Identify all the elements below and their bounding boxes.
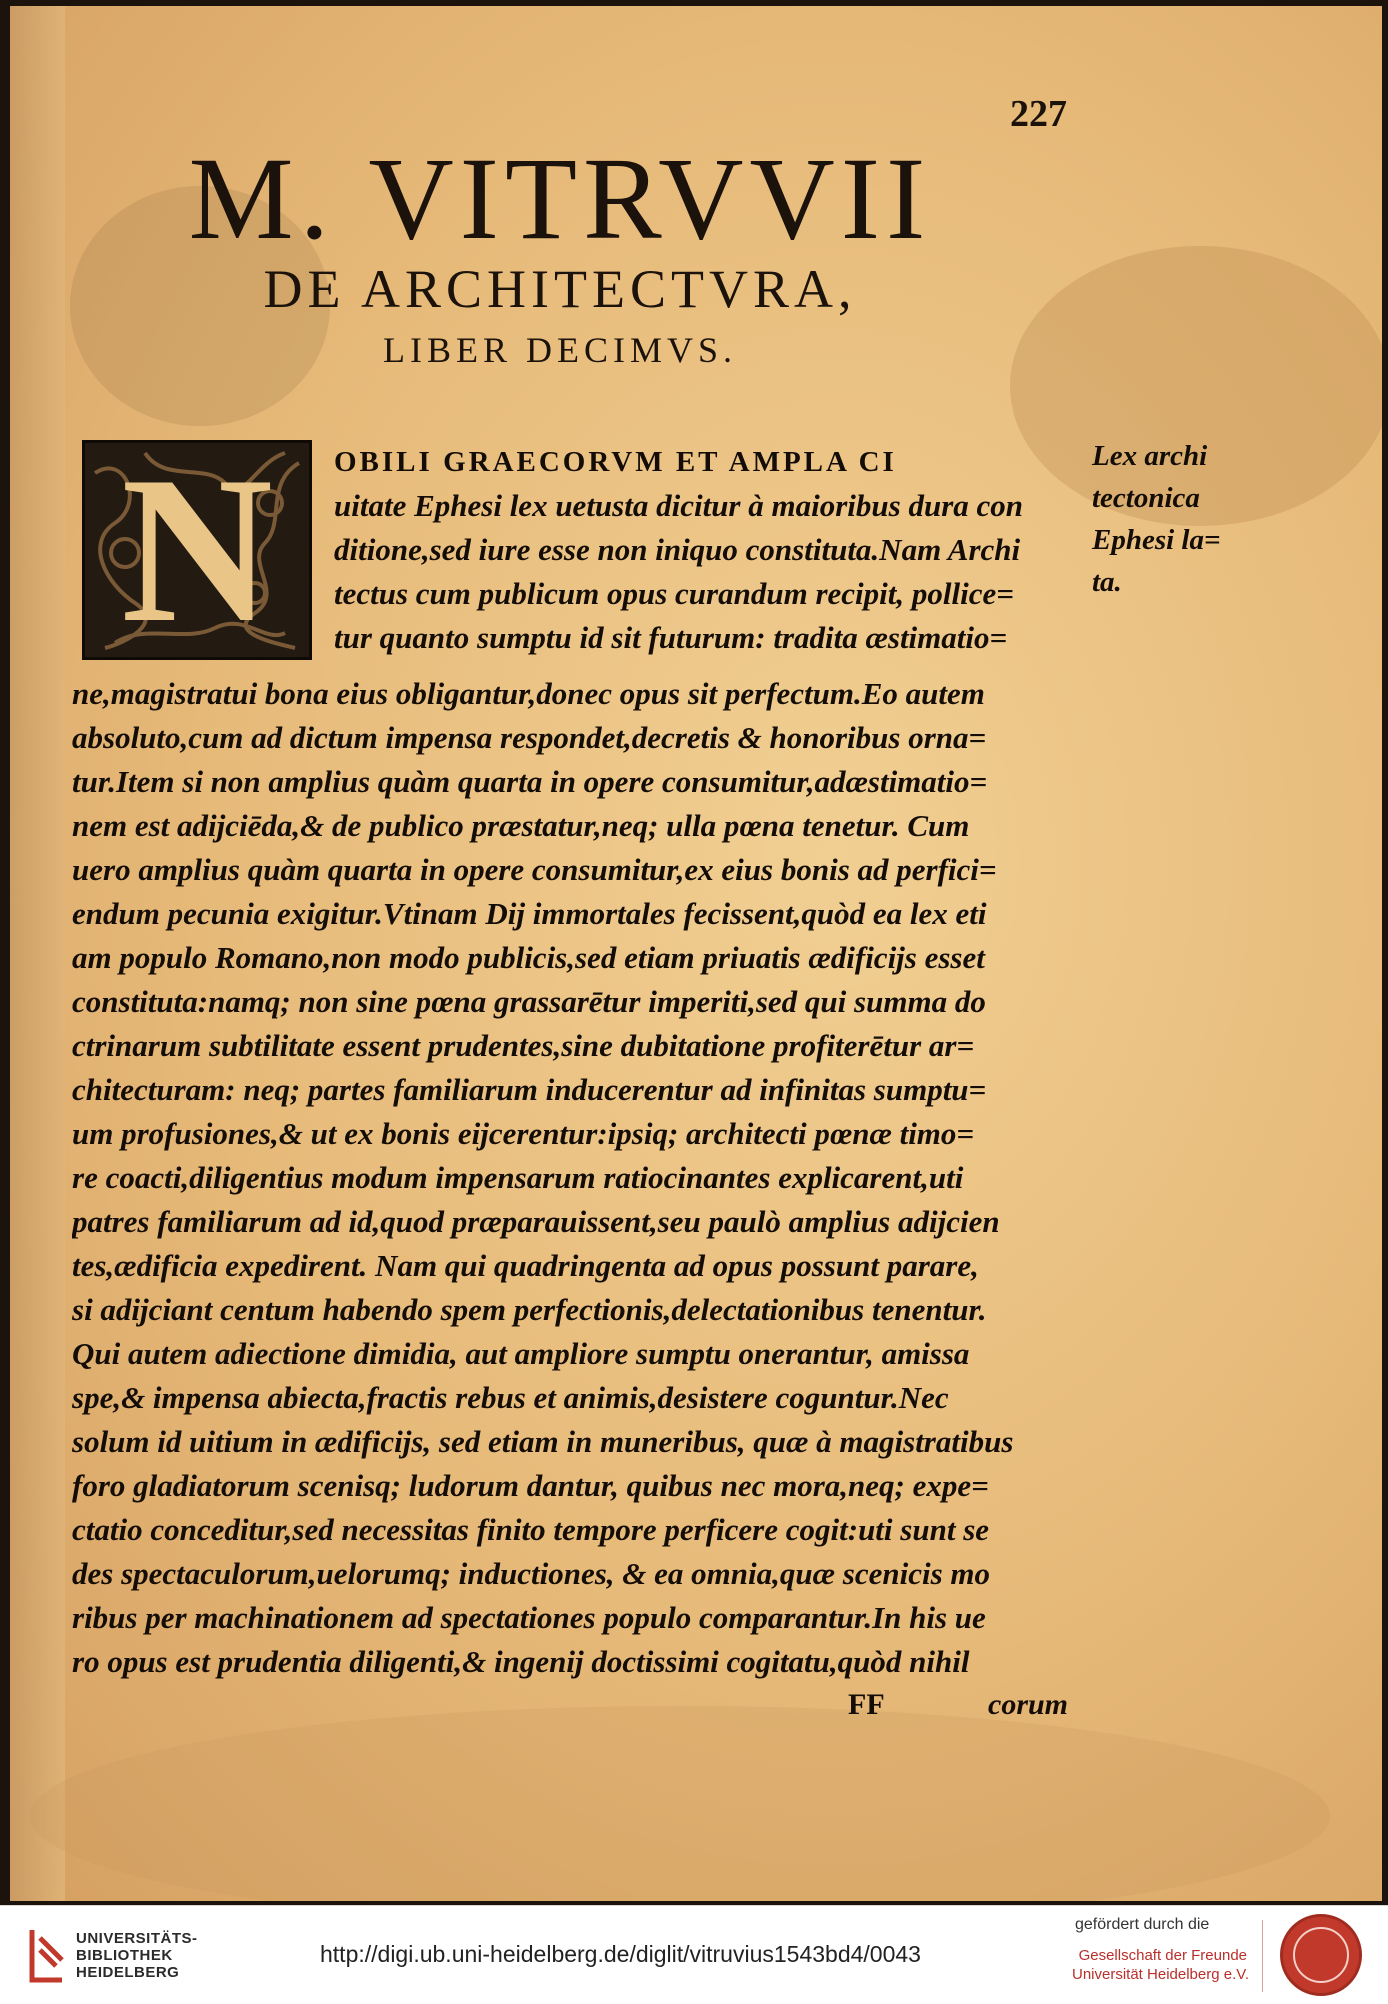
- university-seal-icon[interactable]: [1280, 1914, 1362, 1996]
- text-line: chitecturam: neq; partes familiarum inducerentur ad infinitas sumptu=: [72, 1072, 987, 1107]
- text-line: constituta:namq; non sine pœna grassarētur imperiti,sed qui summa do: [72, 984, 986, 1019]
- text-line: patres familiarum ad id,quod præparauissent,seu paulò amplius adijcien: [72, 1204, 1000, 1239]
- initial-letter: N: [121, 440, 273, 660]
- text-line: des spectaculorum,uelorumq; inductiones, & ea omnia,quæ scenicis mo: [72, 1556, 990, 1591]
- text-line: tur.Item si non amplius quàm quarta in opere consumitur,adæstimatio=: [72, 764, 988, 799]
- text-line: si adijciant centum habendo spem perfectionis,delectationibus tenentur.: [72, 1292, 987, 1327]
- book-title: M. VITRVVII: [188, 133, 932, 264]
- text-line: OBILI GRAECORVM ET AMPLA CI: [334, 446, 897, 478]
- text-line: solum id uitium in ædificijs, sed etiam in muneribus, quæ à magistratibus: [72, 1424, 1014, 1459]
- seal-inner-ring: [1293, 1927, 1349, 1983]
- library-name-line: BIBLIOTHEK: [76, 1947, 173, 1964]
- book-chapter: LIBER DECIMVS.: [382, 330, 737, 370]
- decorated-initial: [82, 440, 312, 660]
- university-library-name: [76, 1930, 198, 1981]
- text-line: tur quanto sumptu id sit futurum: tradita æstimatio=: [334, 620, 1008, 655]
- text-line: Qui autem adiectione dimidia, aut ampliore sumptu onerantur, amissa: [72, 1336, 970, 1371]
- text-line: um profusiones,& ut ex bonis eijcerentur:ipsiq; architecti pœnæ timo=: [72, 1116, 975, 1151]
- book-subtitle: DE ARCHITECTVRA,: [263, 259, 857, 319]
- text-line: foro gladiatorum scenisq; ludorum dantur, quibus nec mora,neq; expe=: [72, 1468, 989, 1503]
- footer-divider: [1262, 1920, 1263, 1992]
- library-name-line: HEIDELBERG: [76, 1964, 180, 1981]
- text-line: spe,& impensa abiecta,fractis rebus et animis,desistere coguntur.Nec: [72, 1380, 949, 1415]
- text-line: nem est adijciēda,& de publico præstatur,neq; ulla pœna tenetur. Cum: [72, 808, 970, 843]
- text-line: ro opus est prudentia diligenti,& ingenij doctissimi cogitatu,quòd nihil: [72, 1644, 970, 1679]
- text-line: ne,magistratui bona eius obligantur,donec opus sit perfectum.Eo autem: [72, 676, 985, 711]
- marginal-note-line: Lex archi: [1092, 440, 1208, 472]
- text-line: ditione,sed iure esse non iniquo constituta.Nam Archi: [334, 532, 1021, 567]
- text-line: endum pecunia exigitur.Vtinam Dij immortales fecissent,quòd ea lex eti: [72, 896, 987, 931]
- sponsor-organization[interactable]: [1072, 1946, 1250, 1984]
- marginal-note-line: tectonica: [1092, 482, 1200, 514]
- sponsor-label: gefördert durch die: [1075, 1916, 1210, 1933]
- signature-mark: FF: [848, 1688, 885, 1721]
- university-library-logo-icon[interactable]: [26, 1926, 68, 1984]
- page-number: 227: [1010, 93, 1067, 135]
- text-line: tes,ædificia expedirent. Nam qui quadringenta ad opus possunt parare,: [72, 1248, 979, 1283]
- text-line: ctatio conceditur,sed necessitas finito tempore perficere cogit:uti sunt se: [72, 1512, 990, 1547]
- water-stain: [30, 1706, 1330, 1901]
- marginal-note-line: ta.: [1092, 566, 1122, 598]
- permalink-url[interactable]: http://digi.ub.uni-heidelberg.de/diglit/vitruvius1543bd4/0043: [320, 1941, 921, 1967]
- text-line: tectus cum publicum opus curandum recipit, pollice=: [334, 576, 1014, 611]
- text-line: uero amplius quàm quarta in opere consumitur,ex eius bonis ad perfici=: [72, 852, 997, 887]
- text-line: uitate Ephesi lex uetusta dicitur à maioribus dura con: [334, 488, 1024, 523]
- footer-bar: [0, 1905, 1388, 2004]
- sponsor-line: Gesellschaft der Freunde: [1078, 1947, 1247, 1964]
- text-line: am populo Romano,non modo publicis,sed etiam priuatis ædificijs esset: [72, 940, 985, 975]
- text-line: absoluto,cum ad dictum impensa respondet,decretis & honoribus orna=: [72, 720, 987, 755]
- marginal-note-line: Ephesi la=: [1092, 524, 1221, 556]
- library-name-line: UNIVERSITÄTS-: [76, 1930, 198, 1947]
- text-line: re coacti,diligentius modum impensarum ratiocinantes explicarent,uti: [72, 1160, 964, 1195]
- text-line: ribus per machinationem ad spectationes populo comparantur.In his ue: [72, 1600, 986, 1635]
- sponsor-line: Universität Heidelberg e.V.: [1072, 1966, 1250, 1983]
- text-line: ctrinarum subtilitate essent prudentes,sine dubitatione profiterētur ar=: [72, 1028, 975, 1063]
- catchword: corum: [988, 1688, 1069, 1721]
- page-gutter-shadow: [10, 6, 65, 1901]
